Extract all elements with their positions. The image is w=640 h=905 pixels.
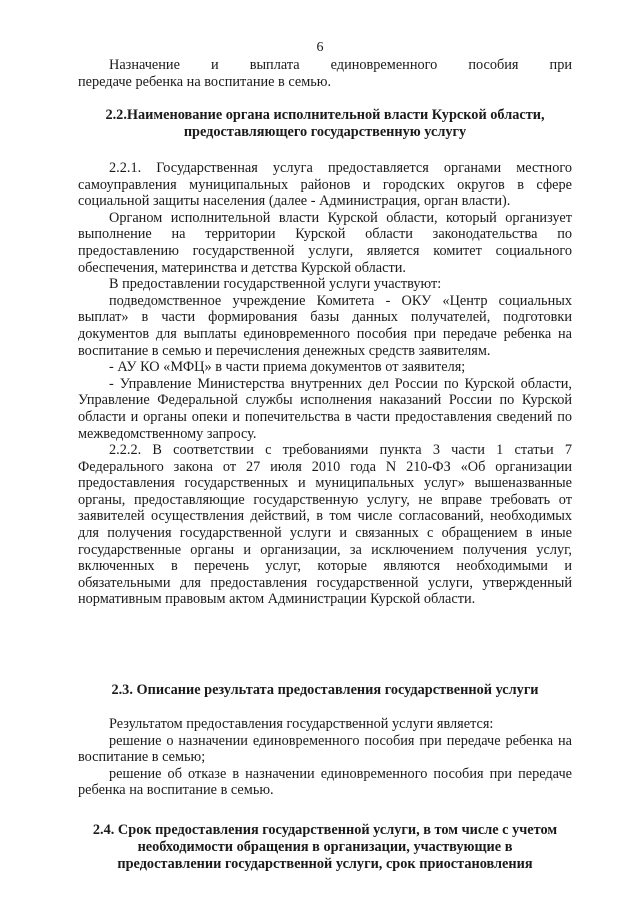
paragraph-result-intro: Результатом предоставления государственной услуги является: [109,716,494,732]
section-2-3-body [78,716,572,799]
paragraph-mfc: - АУ КО «МФЦ» в части приема документов от заявителя; [109,359,466,376]
paragraph-2-2-1: 2.2.1. Государственная услуга предоставляется органами местного самоуправления муниципальных районов и городских округов в сфере социальной защиты населения (далее - Администрация, орган власти). [78,160,572,210]
paragraph-2-2-2: 2.2.2. В соответствии с требованиями пункта 3 части 1 статьи 7 Федерального закона от 27 июля 2010 года N 210-ФЗ «Об организации предоставления государственных и муниципальных услуг» вышеназванные органы, предоставляющие государственную услугу, не вправе требовать от заявителей осуществления действий, в том числе согласований, необходимых для получения государственной услуги и связанных с обращением в иные государственные органы и организации, за исключением получения услуг, включенных в перечень услуг, которые являются необходимыми и обязательными для предоставления государственной услуги, утвержденный нормативным правовым актом Администрации Курской области. [78,442,572,608]
intro-line-1: Назначение и выплата единовременного пособия при [109,57,572,73]
section-2-3-heading: 2.3. Описание результата предоставления государственной услуги [111,682,539,698]
section-2-2-body [78,160,572,608]
paragraph-executive-body: Органом исполнительной власти Курской области, который организует выполнение на территории Курской области законодательства по предоставлению государственной услуги, является комитет социального обеспечения, материнства и детства Курской области. [78,209,572,276]
section-2-4-heading: 2.4. Срок предоставления государственной услуги, в том числе с учетом необходимости обращения в организации, участвующие в предоставлении государственной услуги, срок приостановления [92,822,558,872]
paragraph-subordinate-institution: подведомственное учреждение Комитета - ОКУ «Центр социальных выплат» в части формирования базы данных получателей, подготовки документов для выплаты единовременного пособия при передаче ребенка на воспитание в семью и перечисления денежных средств заявителям. [78,292,572,359]
paragraph-result-refusal: решение об отказе в назначении единовременного пособия при передаче ребенка на воспитание в семью. [78,765,572,799]
intro-line-2: передаче ребенка на воспитание в семью. [78,73,332,90]
paragraph-mvd-fsin: - Управление Министерства внутренних дел России по Курской области, Управление Федеральной службы исполнения наказаний России по Курской области и органы опеки и попечительства в части предоставления сведений по межведомственному запросу. [78,375,572,442]
paragraph-result-grant: решение о назначении единовременного пособия при передаче ребенка на воспитание в семью; [78,732,572,766]
section-2-2-heading: 2.2.Наименование органа исполнительной власти Курской области, предоставляющего государственную услугу [105,107,545,140]
paragraph-participants-intro: В предоставлении государственной услуги участвуют: [109,276,442,293]
intro-block [78,57,572,90]
page-number: 6 [316,40,324,55]
